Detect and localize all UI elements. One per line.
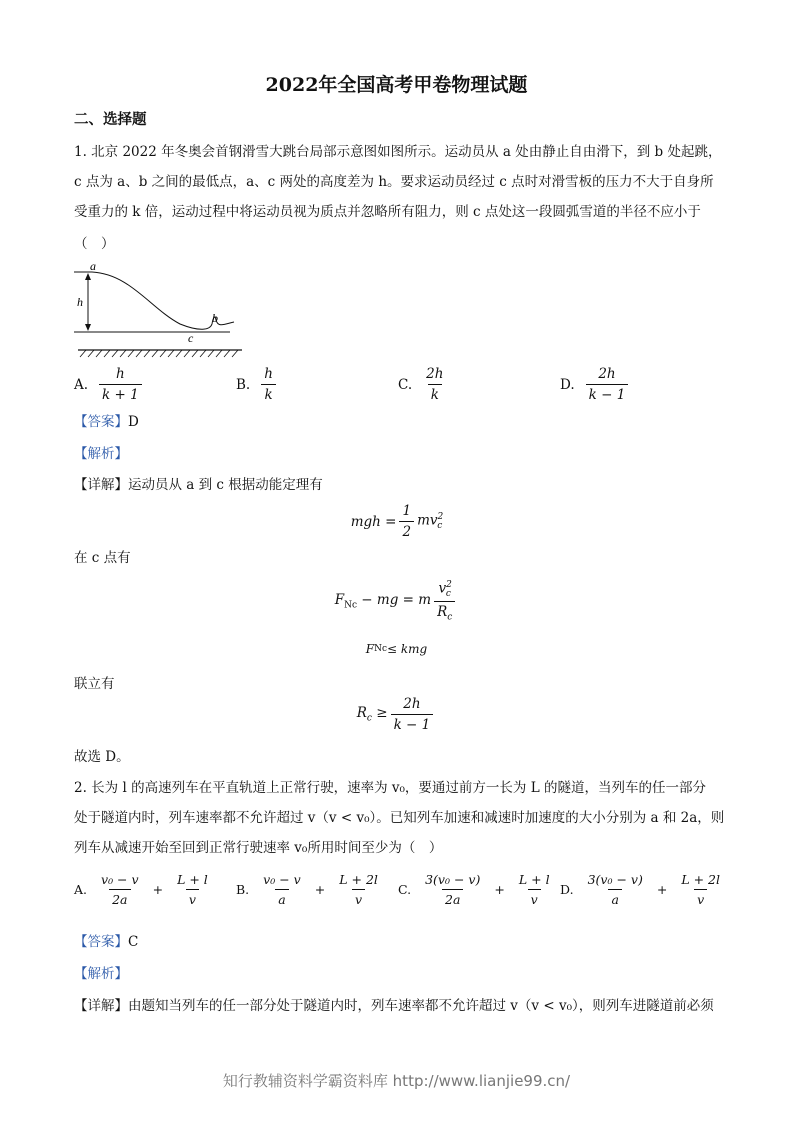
q2-analysis: 【解析】: [74, 966, 128, 982]
equation-energy: mgh = $\frac{1}{2}$ $mv^2_c$: [350, 503, 444, 540]
q1-line2: c 点为 a、b 之间的最低点，a、c 两处的高度差为 h。要求运动员经过 c 点时对滑雪板的压力不大于自身所: [74, 174, 714, 190]
page-footer: 知行教辅资料学霸资料库 http://www.lianjie99.cn/: [222, 1072, 571, 1090]
fig-label-h: h: [77, 295, 83, 309]
q2-answer: 【答案】C: [74, 934, 139, 950]
q1-option-b[interactable]: B. $\frac{h}{k}$: [236, 366, 279, 403]
section-heading: 二、选择题: [74, 111, 147, 128]
q2-option-b[interactable]: B. $\frac{\text{v₀ − v}}{a}$ + $\frac{L + 2l}{v}$: [236, 872, 378, 907]
q1-option-a[interactable]: A. $\frac{h}{k + 1}$: [74, 366, 145, 403]
q1-detail3: 联立有: [74, 676, 115, 692]
q2-line3: 列车从减速开始至回到正常行驶速率 v₀所用时间至少为（ ）: [74, 840, 443, 856]
q2-detail1: 【详解】由题知当列车的任一部分处于隧道内时，列车速率都不允许超过 v（v < v₀），则列车进隧道前必须: [74, 998, 714, 1014]
q2-line2: 处于隧道内时，列车速率都不允许超过 v（v < v₀）。已知列车加速和减速时加速度的大小分别为 a 和 2a，则: [74, 810, 725, 826]
q1-option-c[interactable]: C. $\frac{2h}{k}$: [398, 366, 444, 403]
q1-analysis: 【解析】: [74, 446, 128, 462]
equation-force: $F_{Nc}$ − mg = m $\frac{v^2_c}{R_c}$: [0, 580, 793, 623]
q1-detail1: 【详解】运动员从 a 到 c 根据动能定理有: [74, 477, 323, 493]
q1-line1: 1. 北京 2022 年冬奥会首钢滑雪大跳台局部示意图如图所示。运动员从 a 处由静止自由滑下，到 b 处起跳，: [74, 144, 722, 160]
equation-result: $R_c$ ≥ $\frac{2h}{k - 1}$: [0, 696, 793, 733]
q1-conclusion: 故选 D。: [74, 749, 130, 765]
ski-slope-figure: [70, 258, 250, 358]
page-title: 2022年全国高考甲卷物理试题: [265, 74, 528, 96]
q2-option-d[interactable]: D. $\frac{\text{3(v₀ − v)}}{a}$ + $\frac{L + 2l}{v}$: [560, 872, 720, 907]
q1-line3: 受重力的 k 倍，运动过程中将运动员视为质点并忽略所有阻力，则 c 点处这一段圆弧雪道的半径不应小于: [74, 204, 701, 220]
q2-line1: 2. 长为 l 的高速列车在平直轨道上正常行驶，速率为 v₀，要通过前方一长为 L 的隧道，当列车的任一部分: [74, 780, 706, 796]
fig-label-b: b: [212, 311, 218, 325]
q2-option-c[interactable]: C. $\frac{\text{3(v₀ − v)}}{2a}$ + $\frac{L + l}{v}$: [398, 872, 550, 907]
q1-answer: 【答案】D: [74, 414, 139, 430]
fig-label-a: a: [90, 259, 96, 273]
q1-paren: （ ）: [74, 236, 115, 252]
equation-inequality: F Nc ≤ kmg: [365, 642, 428, 656]
q1-option-d[interactable]: D. $\frac{2h}{k - 1}$: [560, 366, 631, 403]
q1-detail2: 在 c 点有: [74, 550, 131, 566]
q2-option-a[interactable]: A. $\frac{\text{v₀ − v}}{2a}$ + $\frac{L + l}{v}$: [74, 872, 208, 907]
fig-label-c: c: [188, 331, 194, 345]
